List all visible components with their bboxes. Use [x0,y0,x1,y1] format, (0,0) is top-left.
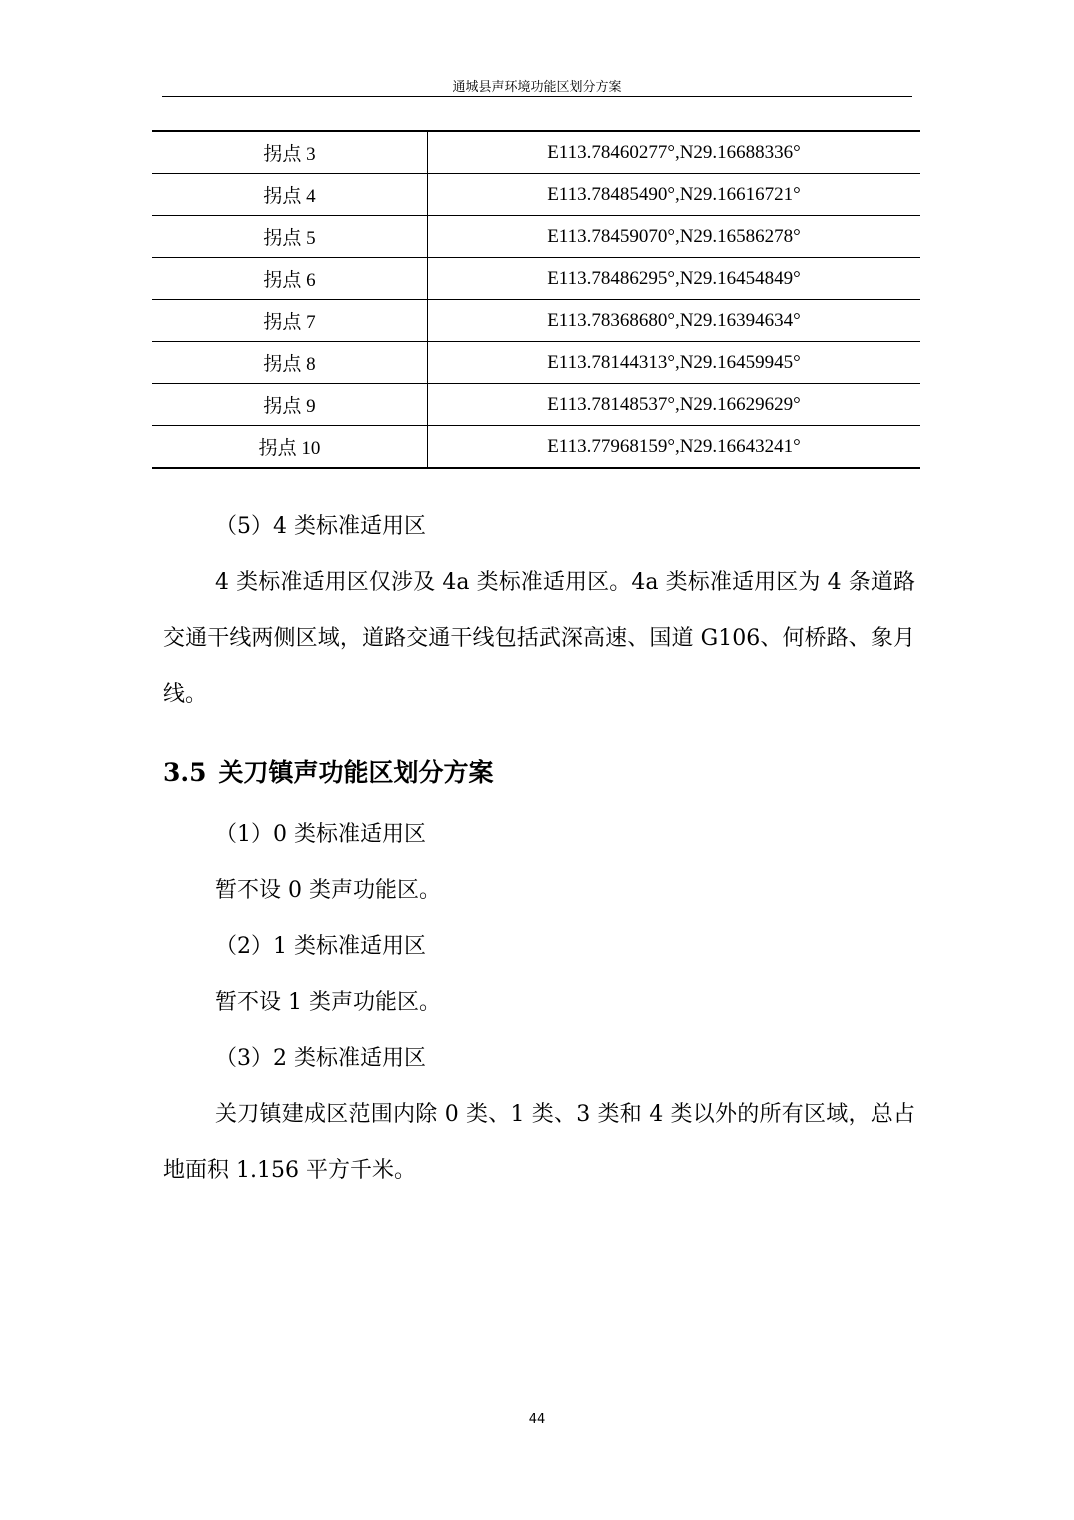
table-row [152,174,920,216]
point-label: 拐点 6 [152,258,428,300]
coordinate-table [152,130,920,469]
point-label: 拐点 10 [152,426,428,469]
point-label: 拐点 3 [152,131,428,174]
point-label: 拐点 7 [152,300,428,342]
table-row [152,384,920,426]
subheading-class2: （3）2 类标准适用区 [215,1046,426,1071]
table-row [152,342,920,384]
point-label: 拐点 8 [152,342,428,384]
section-title: 关刀镇声功能区划分方案 [218,758,494,787]
table-row [152,131,920,174]
point-coordinate: E113.78485490°,N29.16616721° [428,174,921,216]
point-coordinate: E113.78368680°,N29.16394634° [428,300,921,342]
paragraph-class1: 暂不设 1 类声功能区。 [215,990,441,1015]
page-number: 44 [528,1412,546,1427]
point-coordinate: E113.78459070°,N29.16586278° [428,216,921,258]
table-row [152,258,920,300]
subheading-class0: （1）0 类标准适用区 [215,822,426,847]
table-row [152,300,920,342]
paragraph-class4: 4 类标准适用区仅涉及 4a 类标准适用区。4a 类标准适用区为 4 条道路交通干线两侧区域，道路交通干线包括武深高速、国道 G106、何桥路、象月线。 [163,570,915,707]
point-coordinate: E113.78460277°,N29.16688336° [428,131,921,174]
subheading-class4: （5）4 类标准适用区 [215,514,426,539]
point-label: 拐点 9 [152,384,428,426]
subheading-class1: （2）1 类标准适用区 [215,934,426,959]
point-coordinate: E113.77968159°,N29.16643241° [547,435,801,457]
table-row [152,216,920,258]
point-coordinate: E113.78144313°,N29.16459945° [428,342,921,384]
table-row [152,426,920,469]
section-heading [163,753,494,793]
point-label: 拐点 4 [152,174,428,216]
paragraph-class0: 暂不设 0 类声功能区。 [215,878,441,903]
point-coordinate: E113.78148537°,N29.16629629° [428,384,921,426]
paragraph-class2: 关刀镇建成区范围内除 0 类、1 类、3 类和 4 类以外的所有区域，总占地面积 1.156 平方千米。 [163,1102,915,1183]
running-header: 通城县声环境功能区划分方案 [452,80,622,95]
point-coordinate: E113.78486295°,N29.16454849° [428,258,921,300]
header-rule [162,96,912,97]
point-label: 拐点 5 [152,216,428,258]
section-number: 3.5 [163,758,207,787]
